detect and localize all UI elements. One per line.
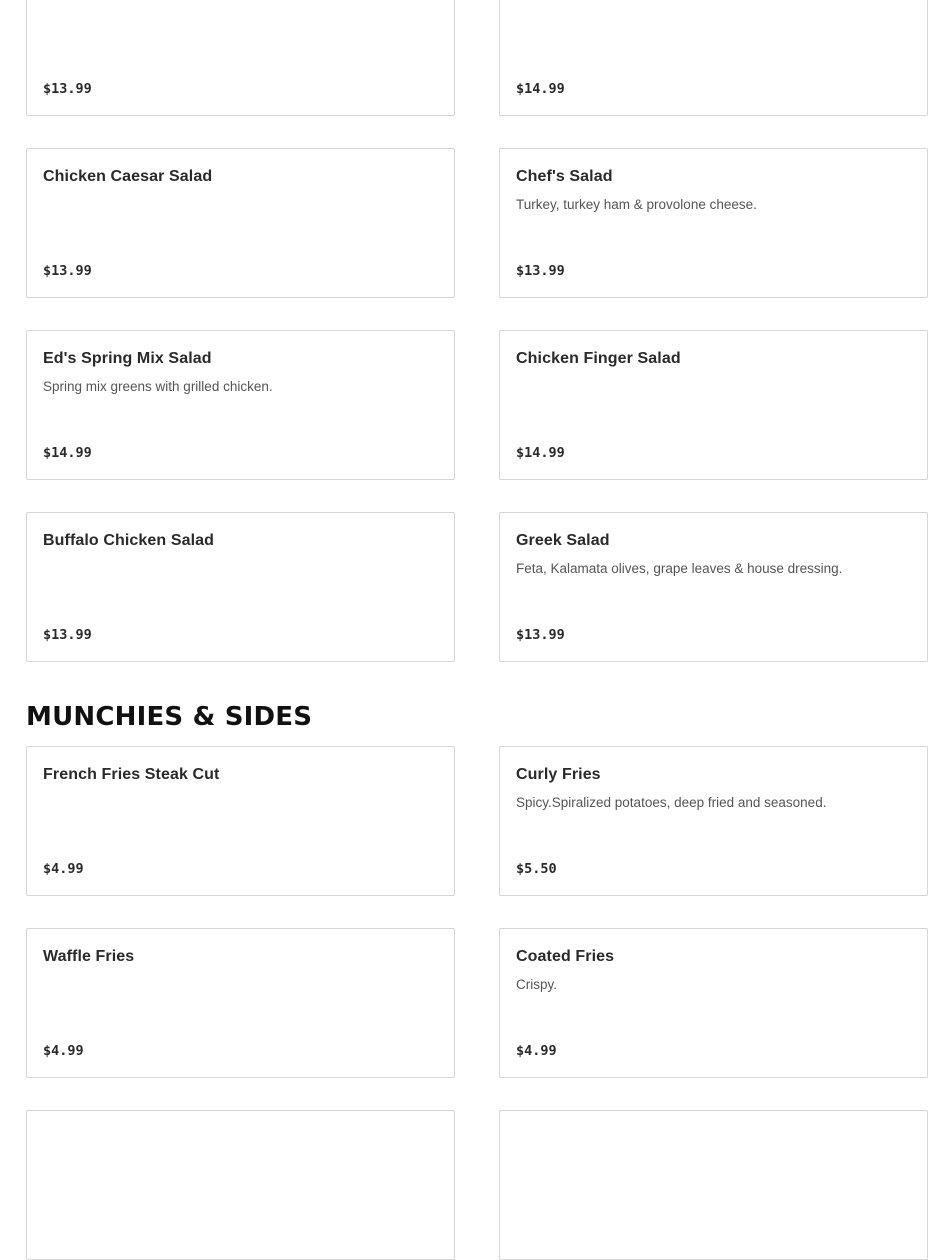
menu-item-card[interactable] <box>26 0 455 116</box>
menu-item-name: Chef's Salad <box>516 168 613 185</box>
menu-item-description: Turkey, turkey ham & provolone cheese. <box>516 197 757 212</box>
menu-item-card[interactable] <box>499 1110 928 1260</box>
menu-item-name: Curly Fries <box>516 766 601 783</box>
menu-item-card[interactable] <box>499 0 928 116</box>
menu-item-price: $14.99 <box>516 445 565 461</box>
menu-item-card[interactable] <box>26 1110 455 1260</box>
menu-item-price: $5.50 <box>516 861 557 877</box>
menu-item-price: $13.99 <box>516 263 565 279</box>
menu-item-card[interactable] <box>26 148 455 298</box>
section-heading: MUNCHIES & SIDES <box>26 702 313 732</box>
menu-item-description: Spicy.Spiralized potatoes, deep fried and seasoned. <box>516 795 827 810</box>
menu-item-card[interactable] <box>26 746 455 896</box>
menu-item-description: Feta, Kalamata olives, grape leaves & house dressing. <box>516 561 843 576</box>
menu-item-name: Chicken Finger Salad <box>516 350 681 367</box>
salads-grid <box>26 0 928 662</box>
menu-item-card[interactable] <box>26 512 455 662</box>
menu-item-card[interactable] <box>26 928 455 1078</box>
menu-item-name: Buffalo Chicken Salad <box>43 532 215 549</box>
menu-item-price: $13.99 <box>43 627 92 643</box>
menu-item-description: Crispy. <box>516 977 558 992</box>
menu-item-price: $4.99 <box>43 861 84 877</box>
menu-item-card[interactable] <box>499 512 928 662</box>
menu-item-price: $14.99 <box>43 445 92 461</box>
sides-grid <box>26 746 928 1260</box>
menu-item-card[interactable] <box>499 928 928 1078</box>
menu-item-name: Waffle Fries <box>43 948 135 965</box>
menu-item-description: Spring mix greens with grilled chicken. <box>43 379 273 394</box>
menu-item-price: $13.99 <box>516 627 565 643</box>
menu-item-card[interactable] <box>499 746 928 896</box>
menu-item-card[interactable] <box>499 330 928 480</box>
menu-item-price: $4.99 <box>516 1043 557 1059</box>
menu-item-price: $13.99 <box>43 263 92 279</box>
menu-item-card[interactable] <box>499 148 928 298</box>
menu-item-price: $4.99 <box>43 1043 84 1059</box>
menu-item-price: $14.99 <box>516 81 565 97</box>
menu-item-name: Coated Fries <box>516 948 615 965</box>
menu-item-price: $13.99 <box>43 81 92 97</box>
menu-item-name: French Fries Steak Cut <box>43 766 220 783</box>
menu-item-card[interactable] <box>26 330 455 480</box>
menu-item-name: Greek Salad <box>516 532 610 549</box>
menu-item-name: Chicken Caesar Salad <box>43 168 213 185</box>
menu-item-name: Ed's Spring Mix Salad <box>43 350 212 367</box>
